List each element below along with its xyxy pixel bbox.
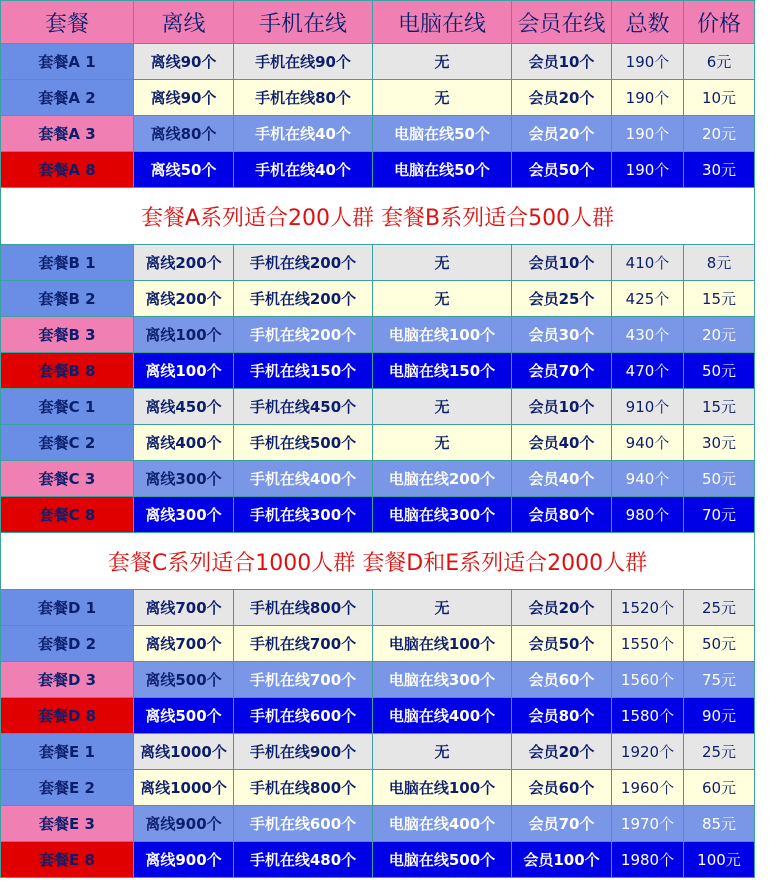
offline-cell: 离线450个 xyxy=(134,389,234,425)
offline-cell: 离线100个 xyxy=(134,317,234,353)
mobile-online-cell: 手机在线200个 xyxy=(234,317,373,353)
pc-online-cell: 电脑在线150个 xyxy=(373,353,512,389)
member-online-cell: 会员10个 xyxy=(512,245,612,281)
price-cell: 50元 xyxy=(684,461,755,497)
total-cell: 190个 xyxy=(612,44,684,80)
mobile-online-cell: 手机在线900个 xyxy=(234,734,373,770)
mobile-online-cell: 手机在线800个 xyxy=(234,770,373,806)
banner-row xyxy=(1,533,755,590)
total-cell: 1980个 xyxy=(612,842,684,878)
total-cell: 1520个 xyxy=(612,590,684,626)
pc-online-cell: 电脑在线50个 xyxy=(373,152,512,188)
offline-cell: 离线200个 xyxy=(134,281,234,317)
member-online-cell: 会员50个 xyxy=(512,626,612,662)
price-cell: 75元 xyxy=(684,662,755,698)
offline-cell: 离线1000个 xyxy=(134,734,234,770)
plan-name-cell: 套餐A 3 xyxy=(1,116,134,152)
mobile-online-cell: 手机在线700个 xyxy=(234,626,373,662)
mobile-online-cell: 手机在线700个 xyxy=(234,662,373,698)
mobile-online-cell: 手机在线800个 xyxy=(234,590,373,626)
offline-cell: 离线500个 xyxy=(134,698,234,734)
table-row xyxy=(1,353,755,389)
mobile-online-cell: 手机在线480个 xyxy=(234,842,373,878)
pc-online-cell: 无 xyxy=(373,281,512,317)
pc-online-cell: 无 xyxy=(373,80,512,116)
plan-name-cell: 套餐C 3 xyxy=(1,461,134,497)
plan-name-cell: 套餐D 8 xyxy=(1,698,134,734)
table-row xyxy=(1,245,755,281)
plan-name-cell: 套餐A 8 xyxy=(1,152,134,188)
table-row xyxy=(1,44,755,80)
total-cell: 1920个 xyxy=(612,734,684,770)
plan-name-cell: 套餐C 8 xyxy=(1,497,134,533)
plan-name-cell: 套餐A 2 xyxy=(1,80,134,116)
offline-cell: 离线100个 xyxy=(134,353,234,389)
price-cell: 60元 xyxy=(684,770,755,806)
total-cell: 430个 xyxy=(612,317,684,353)
plan-name-cell: 套餐A 1 xyxy=(1,44,134,80)
table-row xyxy=(1,662,755,698)
member-online-cell: 会员60个 xyxy=(512,770,612,806)
plan-name-cell: 套餐E 2 xyxy=(1,770,134,806)
mobile-online-cell: 手机在线40个 xyxy=(234,152,373,188)
price-cell: 25元 xyxy=(684,590,755,626)
table-row xyxy=(1,626,755,662)
offline-cell: 离线1000个 xyxy=(134,770,234,806)
plan-name-cell: 套餐B 1 xyxy=(1,245,134,281)
offline-cell: 离线90个 xyxy=(134,80,234,116)
pc-online-cell: 电脑在线100个 xyxy=(373,626,512,662)
table-row xyxy=(1,389,755,425)
plan-name-cell: 套餐B 2 xyxy=(1,281,134,317)
price-cell: 50元 xyxy=(684,626,755,662)
pc-online-cell: 电脑在线500个 xyxy=(373,842,512,878)
total-cell: 190个 xyxy=(612,152,684,188)
member-online-cell: 会员20个 xyxy=(512,734,612,770)
total-cell: 940个 xyxy=(612,425,684,461)
pc-online-cell: 无 xyxy=(373,44,512,80)
pc-online-cell: 无 xyxy=(373,389,512,425)
table-row xyxy=(1,734,755,770)
mobile-online-cell: 手机在线450个 xyxy=(234,389,373,425)
member-online-cell: 会员40个 xyxy=(512,425,612,461)
banner-row xyxy=(1,188,755,245)
header-member-online: 会员在线 xyxy=(512,1,612,44)
table-row xyxy=(1,842,755,878)
member-online-cell: 会员30个 xyxy=(512,317,612,353)
total-cell: 410个 xyxy=(612,245,684,281)
member-online-cell: 会员25个 xyxy=(512,281,612,317)
total-cell: 425个 xyxy=(612,281,684,317)
table-row xyxy=(1,461,755,497)
total-cell: 1560个 xyxy=(612,662,684,698)
member-online-cell: 会员60个 xyxy=(512,662,612,698)
offline-cell: 离线900个 xyxy=(134,806,234,842)
mobile-online-cell: 手机在线200个 xyxy=(234,281,373,317)
member-online-cell: 会员70个 xyxy=(512,353,612,389)
member-online-cell: 会员20个 xyxy=(512,80,612,116)
pc-online-cell: 电脑在线400个 xyxy=(373,698,512,734)
plan-name-cell: 套餐C 2 xyxy=(1,425,134,461)
pc-online-cell: 电脑在线100个 xyxy=(373,317,512,353)
plan-name-cell: 套餐B 8 xyxy=(1,353,134,389)
header-plan: 套餐 xyxy=(1,1,134,44)
offline-cell: 离线700个 xyxy=(134,626,234,662)
table-row xyxy=(1,806,755,842)
plan-name-cell: 套餐D 1 xyxy=(1,590,134,626)
member-online-cell: 会员10个 xyxy=(512,389,612,425)
member-online-cell: 会员40个 xyxy=(512,461,612,497)
pc-online-cell: 无 xyxy=(373,245,512,281)
total-cell: 1550个 xyxy=(612,626,684,662)
price-cell: 15元 xyxy=(684,281,755,317)
offline-cell: 离线50个 xyxy=(134,152,234,188)
price-cell: 85元 xyxy=(684,806,755,842)
table-row xyxy=(1,152,755,188)
pc-online-cell: 电脑在线50个 xyxy=(373,116,512,152)
member-online-cell: 会员20个 xyxy=(512,590,612,626)
total-cell: 1960个 xyxy=(612,770,684,806)
price-cell: 30元 xyxy=(684,152,755,188)
offline-cell: 离线300个 xyxy=(134,497,234,533)
header-row xyxy=(1,1,755,44)
price-cell: 20元 xyxy=(684,116,755,152)
price-cell: 30元 xyxy=(684,425,755,461)
table-row xyxy=(1,590,755,626)
mobile-online-cell: 手机在线150个 xyxy=(234,353,373,389)
table-row xyxy=(1,698,755,734)
table-row xyxy=(1,281,755,317)
header-total: 总数 xyxy=(612,1,684,44)
header-mobile-online: 手机在线 xyxy=(234,1,373,44)
pc-online-cell: 无 xyxy=(373,590,512,626)
member-online-cell: 会员80个 xyxy=(512,698,612,734)
plan-name-cell: 套餐E 1 xyxy=(1,734,134,770)
total-cell: 910个 xyxy=(612,389,684,425)
price-cell: 15元 xyxy=(684,389,755,425)
offline-cell: 离线200个 xyxy=(134,245,234,281)
price-cell: 90元 xyxy=(684,698,755,734)
total-cell: 1970个 xyxy=(612,806,684,842)
header-offline: 离线 xyxy=(134,1,234,44)
pc-online-cell: 电脑在线300个 xyxy=(373,497,512,533)
plan-name-cell: 套餐C 1 xyxy=(1,389,134,425)
pc-online-cell: 无 xyxy=(373,734,512,770)
offline-cell: 离线900个 xyxy=(134,842,234,878)
total-cell: 190个 xyxy=(612,116,684,152)
price-cell: 8元 xyxy=(684,245,755,281)
mobile-online-cell: 手机在线40个 xyxy=(234,116,373,152)
series-audience-note: 套餐C系列适合1000人群 套餐D和E系列适合2000人群 xyxy=(1,533,755,590)
mobile-online-cell: 手机在线600个 xyxy=(234,806,373,842)
pc-online-cell: 电脑在线400个 xyxy=(373,806,512,842)
member-online-cell: 会员100个 xyxy=(512,842,612,878)
price-cell: 100元 xyxy=(684,842,755,878)
total-cell: 1580个 xyxy=(612,698,684,734)
mobile-online-cell: 手机在线600个 xyxy=(234,698,373,734)
table-row xyxy=(1,317,755,353)
price-cell: 25元 xyxy=(684,734,755,770)
offline-cell: 离线80个 xyxy=(134,116,234,152)
price-cell: 6元 xyxy=(684,44,755,80)
plan-name-cell: 套餐D 3 xyxy=(1,662,134,698)
mobile-online-cell: 手机在线300个 xyxy=(234,497,373,533)
member-online-cell: 会员50个 xyxy=(512,152,612,188)
offline-cell: 离线90个 xyxy=(134,44,234,80)
member-online-cell: 会员20个 xyxy=(512,116,612,152)
header-pc-online: 电脑在线 xyxy=(373,1,512,44)
plan-name-cell: 套餐E 3 xyxy=(1,806,134,842)
table-row xyxy=(1,116,755,152)
price-cell: 70元 xyxy=(684,497,755,533)
total-cell: 190个 xyxy=(612,80,684,116)
header-price: 价格 xyxy=(684,1,755,44)
plan-name-cell: 套餐D 2 xyxy=(1,626,134,662)
mobile-online-cell: 手机在线200个 xyxy=(234,245,373,281)
table-body xyxy=(1,44,755,878)
offline-cell: 离线400个 xyxy=(134,425,234,461)
price-cell: 10元 xyxy=(684,80,755,116)
total-cell: 980个 xyxy=(612,497,684,533)
mobile-online-cell: 手机在线400个 xyxy=(234,461,373,497)
series-audience-note: 套餐A系列适合200人群 套餐B系列适合500人群 xyxy=(1,188,755,245)
pc-online-cell: 电脑在线100个 xyxy=(373,770,512,806)
offline-cell: 离线500个 xyxy=(134,662,234,698)
table-row xyxy=(1,80,755,116)
offline-cell: 离线700个 xyxy=(134,590,234,626)
mobile-online-cell: 手机在线80个 xyxy=(234,80,373,116)
pc-online-cell: 电脑在线200个 xyxy=(373,461,512,497)
pc-online-cell: 无 xyxy=(373,425,512,461)
price-cell: 50元 xyxy=(684,353,755,389)
total-cell: 940个 xyxy=(612,461,684,497)
table-row xyxy=(1,770,755,806)
member-online-cell: 会员80个 xyxy=(512,497,612,533)
mobile-online-cell: 手机在线90个 xyxy=(234,44,373,80)
price-cell: 20元 xyxy=(684,317,755,353)
mobile-online-cell: 手机在线500个 xyxy=(234,425,373,461)
plan-name-cell: 套餐B 3 xyxy=(1,317,134,353)
total-cell: 470个 xyxy=(612,353,684,389)
table-row xyxy=(1,497,755,533)
member-online-cell: 会员70个 xyxy=(512,806,612,842)
plan-name-cell: 套餐E 8 xyxy=(1,842,134,878)
member-online-cell: 会员10个 xyxy=(512,44,612,80)
offline-cell: 离线300个 xyxy=(134,461,234,497)
pc-online-cell: 电脑在线300个 xyxy=(373,662,512,698)
table-row xyxy=(1,425,755,461)
